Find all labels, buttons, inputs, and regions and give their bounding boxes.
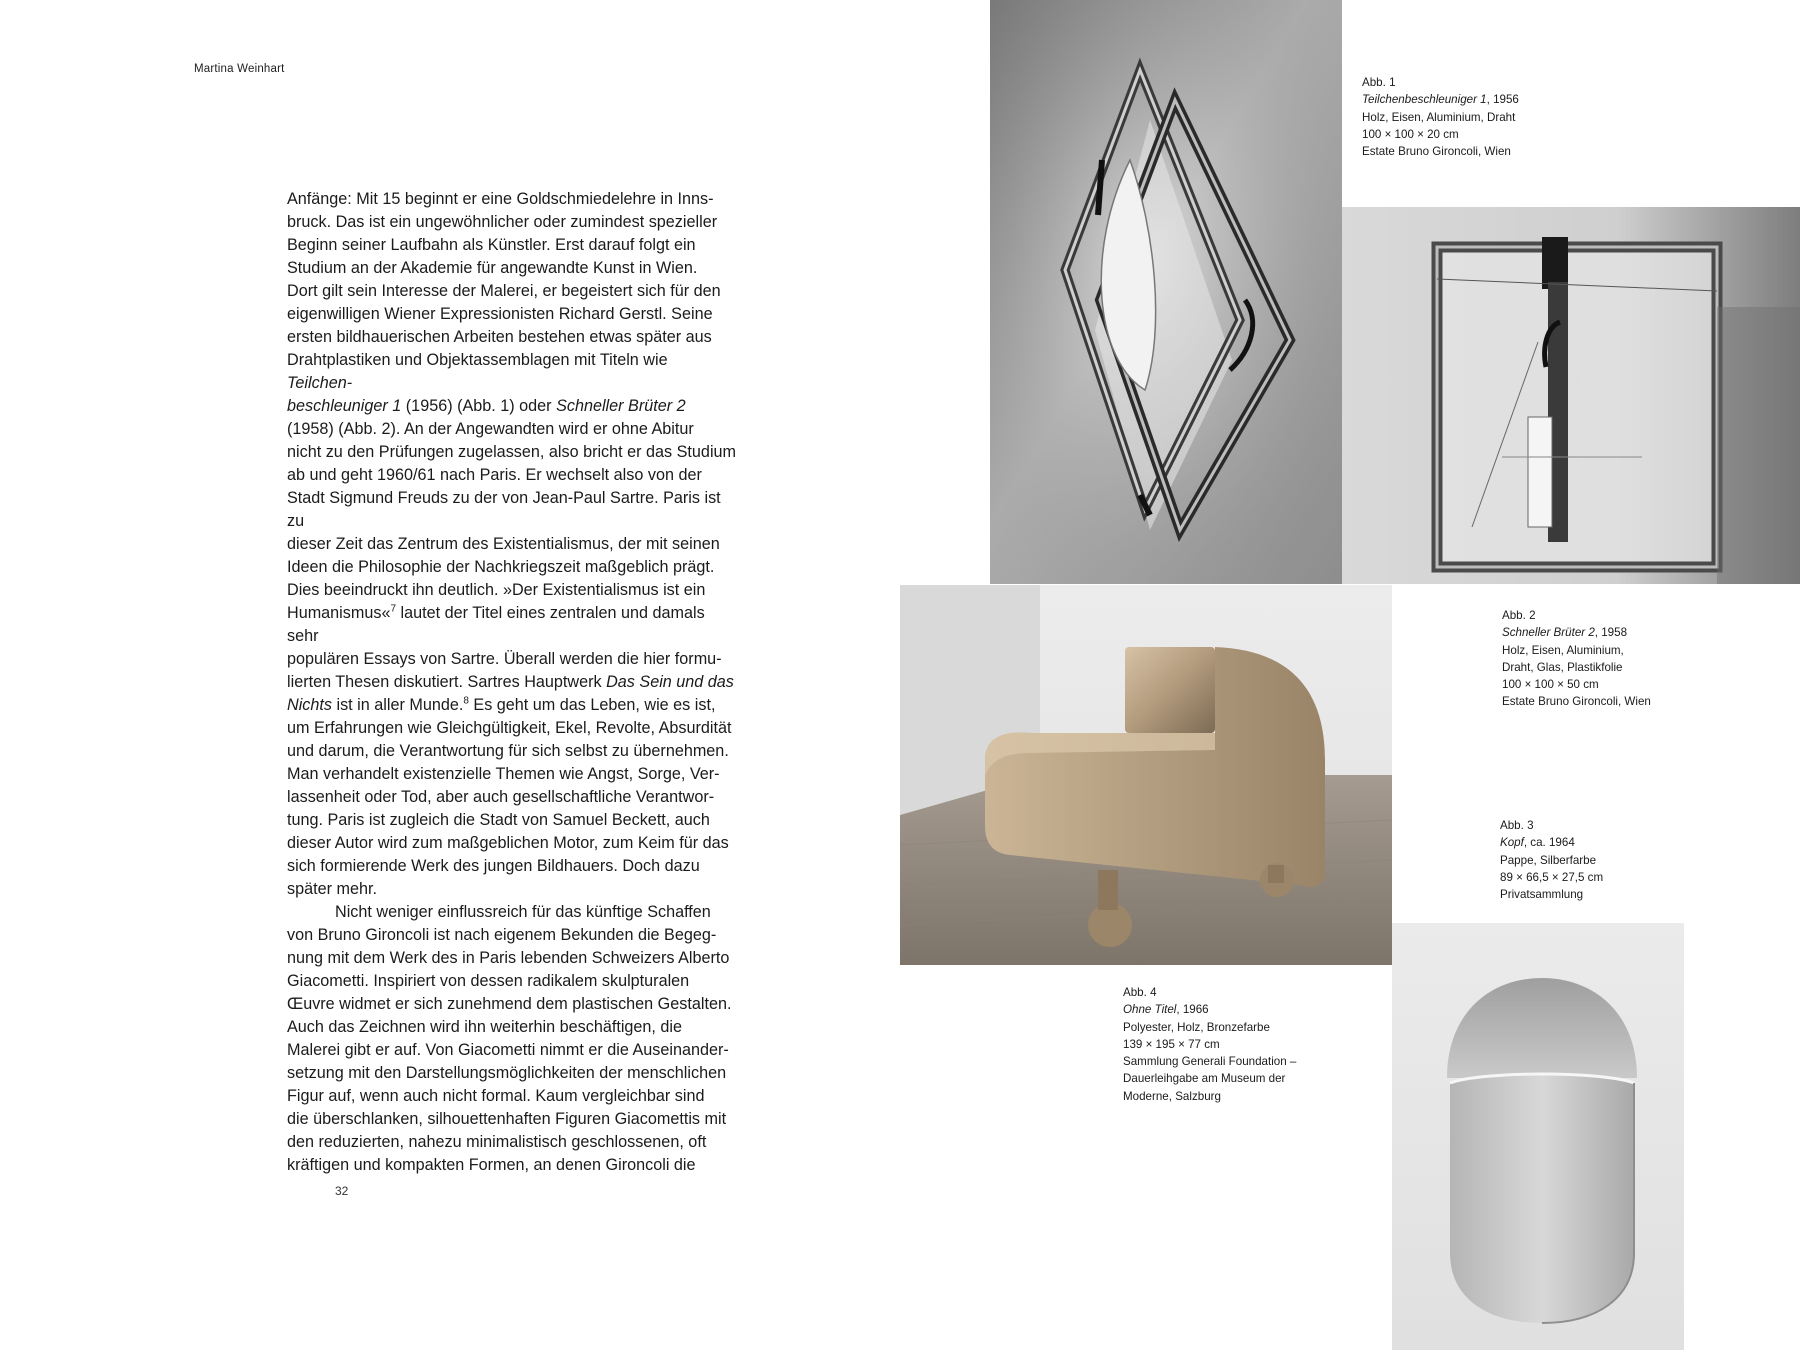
- text-run: den reduzierten, nahezu minimalistisch geschlossenen, oft: [287, 1133, 707, 1151]
- caption-abb-3: [1500, 817, 1603, 903]
- italic-title: Nichts: [287, 696, 332, 714]
- page-number: 32: [335, 1184, 349, 1198]
- text-run: Man verhandelt existenzielle Themen wie Angst, Sorge, Ver-: [287, 765, 720, 783]
- body-paragraph: [287, 188, 737, 901]
- caption-collection: Estate Bruno Gironcoli, Wien: [1502, 695, 1651, 709]
- text-run: Figur auf, wenn auch nicht formal. Kaum vergleichbar sind: [287, 1087, 705, 1105]
- caption-title: Schneller Brüter 2: [1502, 626, 1595, 640]
- caption-material: Holz, Eisen, Aluminium,: [1502, 643, 1624, 657]
- running-head-author: Martina Weinhart: [194, 63, 285, 75]
- text-run: sich formierende Werk des jungen Bildhauers. Doch dazu: [287, 857, 700, 875]
- italic-title: Schneller Brüter 2: [556, 397, 686, 415]
- text-run: von Bruno Gironcoli ist nach eigenem Bekunden die Begeg-: [287, 926, 717, 944]
- caption-dimensions: 100 × 100 × 50 cm: [1502, 678, 1599, 692]
- caption-collection: Dauerleihgabe am Museum der: [1123, 1072, 1286, 1086]
- text-run: und darum, die Verantwortung für sich selbst zu übernehmen.: [287, 742, 729, 760]
- caption-collection: Sammlung Generali Foundation –: [1123, 1055, 1297, 1069]
- text-run: ist in aller Munde.: [331, 696, 464, 714]
- text-run: (1958) (Abb. 2). An der Angewandten wird er ohne Abitur: [287, 420, 694, 438]
- text-run: kräftigen und kompakten Formen, an denen Gironcoli die: [287, 1156, 696, 1174]
- text-run: Giacometti. Inspiriert von dessen radikalem skulpturalen: [287, 972, 690, 990]
- caption-title: Kopf: [1500, 836, 1524, 850]
- caption-abb-1: [1362, 74, 1519, 160]
- caption-material: Polyester, Holz, Bronzefarbe: [1123, 1020, 1270, 1034]
- text-run: Malerei gibt er auf. Von Giacometti nimmt er die Auseinander-: [287, 1041, 729, 1059]
- caption-year: , 1956: [1486, 93, 1519, 107]
- text-run: populären Essays von Sartre. Überall werden die hier formu-: [287, 650, 722, 668]
- text-run: bruck. Das ist ein ungewöhnlicher oder zumindest spezieller: [287, 213, 718, 231]
- text-run: Œuvre widmet er sich zunehmend dem plastischen Gestalten.: [287, 995, 732, 1013]
- italic-title: Das Sein und das: [606, 673, 734, 691]
- caption-label: Abb. 4: [1123, 986, 1157, 999]
- text-run: (1956) (Abb. 1) oder: [401, 397, 557, 415]
- caption-label: Abb. 2: [1502, 609, 1536, 622]
- text-run: Auch das Zeichnen wird ihn weiterhin beschäftigen, die: [287, 1018, 683, 1036]
- text-run: Dort gilt sein Interesse der Malerei, er begeistert sich für den: [287, 282, 721, 300]
- text-run: nung mit dem Werk des in Paris lebenden Schweizers Alberto: [287, 949, 730, 967]
- body-paragraph: [287, 901, 737, 1177]
- caption-material: Holz, Eisen, Aluminium, Draht: [1362, 110, 1516, 124]
- text-run: Anfänge: Mit 15 beginnt er eine Goldschmiedelehre in Inns-: [287, 190, 714, 208]
- caption-year: , 1966: [1176, 1003, 1209, 1017]
- text-run: nicht zu den Prüfungen zugelassen, also bricht er das Studium: [287, 443, 737, 461]
- caption-dimensions: 139 × 195 × 77 cm: [1123, 1037, 1220, 1051]
- text-run: Humanismus«: [287, 604, 391, 622]
- text-run: ab und geht 1960/61 nach Paris. Er wechselt also von der: [287, 466, 702, 484]
- text-run: Nicht weniger einflussreich für das künftige Schaffen: [335, 903, 711, 921]
- text-run: lierten Thesen diskutiert. Sartres Hauptwerk: [287, 673, 607, 691]
- footnote-ref: 7: [390, 603, 397, 615]
- italic-title: beschleuniger 1: [287, 397, 402, 415]
- text-run: Drahtplastiken und Objektassemblagen mit Titeln wie: [287, 351, 668, 369]
- text-run: eigenwilligen Wiener Expressionisten Richard Gerstl. Seine: [287, 305, 713, 323]
- text-run: Stadt Sigmund Freuds zu der von Jean-Paul Sartre. Paris ist zu: [287, 489, 721, 530]
- text-run: Beginn seiner Laufbahn als Künstler. Erst darauf folgt ein: [287, 236, 696, 254]
- text-run: Studium an der Akademie für angewandte Kunst in Wien.: [287, 259, 698, 277]
- italic-title: Teilchen-: [287, 374, 353, 392]
- text-run: tung. Paris ist zugleich die Stadt von Samuel Beckett, auch: [287, 811, 710, 829]
- photo-abb-3-kopf: [1392, 923, 1684, 1350]
- body-text: [287, 188, 737, 1177]
- text-run: um Erfahrungen wie Gleichgültigkeit, Ekel, Revolte, Absurdität: [287, 719, 732, 737]
- photo-abb-4-ohne-titel: [900, 585, 1392, 965]
- text-run: dieser Zeit das Zentrum des Existentialismus, der mit seinen: [287, 535, 720, 553]
- caption-abb-2: [1502, 607, 1651, 711]
- caption-year: , ca. 1964: [1523, 836, 1575, 850]
- caption-title: Teilchenbeschleuniger 1: [1362, 93, 1487, 107]
- photo-abb-2-schneller-brueter: [1342, 207, 1800, 584]
- footnote-ref: 8: [463, 695, 469, 707]
- text-run: die überschlanken, silhouettenhaften Figuren Giacomettis mit: [287, 1110, 727, 1128]
- caption-dimensions: 89 × 66,5 × 27,5 cm: [1500, 870, 1604, 884]
- text-run: Dies beeindruckt ihn deutlich. »Der Existentialismus ist ein: [287, 581, 706, 599]
- caption-material: Draht, Glas, Plastikfolie: [1502, 660, 1623, 674]
- caption-title: Ohne Titel: [1123, 1003, 1177, 1017]
- text-run: Ideen die Philosophie der Nachkriegszeit maßgeblich prägt.: [287, 558, 715, 576]
- text-run: ersten bildhauerischen Arbeiten bestehen etwas später aus: [287, 328, 712, 346]
- text-run: Es geht um das Leben, wie es ist,: [468, 696, 716, 714]
- text-run: lassenheit oder Tod, aber auch gesellschaftliche Verantwor-: [287, 788, 715, 806]
- text-run: setzung mit den Darstellungsmöglichkeiten der menschlichen: [287, 1064, 727, 1082]
- text-run: später mehr.: [287, 880, 377, 898]
- text-run: lautet der Titel eines zentralen und damals sehr: [287, 604, 705, 645]
- caption-label: Abb. 1: [1362, 76, 1396, 89]
- caption-collection: Privatsammlung: [1500, 888, 1584, 902]
- caption-abb-4: [1123, 984, 1296, 1105]
- caption-material: Pappe, Silberfarbe: [1500, 853, 1597, 867]
- caption-label: Abb. 3: [1500, 819, 1534, 832]
- caption-collection: Moderne, Salzburg: [1123, 1089, 1221, 1103]
- caption-dimensions: 100 × 100 × 20 cm: [1362, 127, 1459, 141]
- text-run: dieser Autor wird zum maßgeblichen Motor, zum Keim für das: [287, 834, 729, 852]
- photo-abb-1-teilchenbeschleuniger: [990, 0, 1342, 584]
- caption-year: , 1958: [1594, 626, 1628, 640]
- caption-collection: Estate Bruno Gironcoli, Wien: [1362, 145, 1511, 159]
